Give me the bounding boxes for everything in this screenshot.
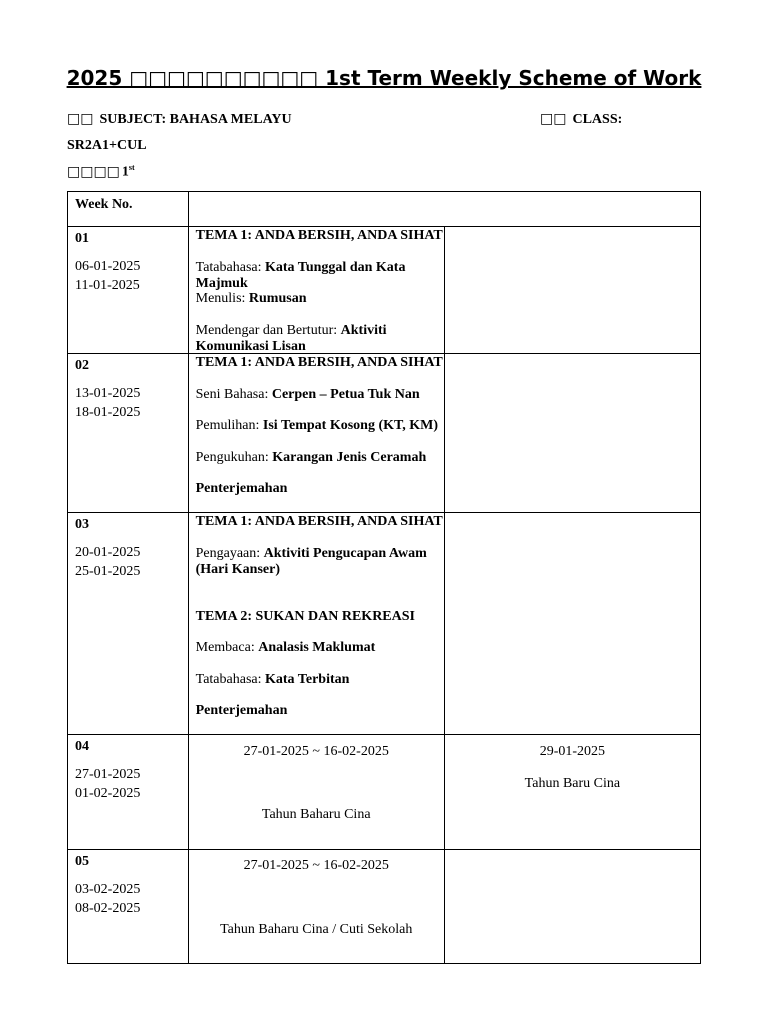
term-number: 1: [121, 164, 129, 180]
topic-line: Penterjemahan: [195, 703, 288, 718]
topic-line: TEMA 1: ANDA BERSIH, ANDA SIHAT: [195, 228, 443, 243]
topic-line: Tatabahasa: Kata Terbitan: [195, 671, 350, 687]
subject-line: [67, 111, 292, 128]
week-end-date: 25-01-2025: [75, 564, 141, 579]
topic-line: Membaca: Analasis Maklumat: [195, 640, 376, 655]
topic-line: Pengayaan: Aktiviti Pengucapan Awam (Hari Kanser): [195, 545, 427, 577]
scheme-table: [67, 191, 701, 964]
table-row: [68, 735, 701, 850]
note-text: Tahun Baru Cina: [524, 776, 621, 791]
topic-line: TEMA 2: SUKAN DAN REKREASI: [195, 608, 415, 624]
term-line: [67, 163, 135, 181]
table-row: [68, 354, 701, 513]
class-line: [540, 111, 622, 128]
topic-line-blank: [196, 576, 444, 608]
class-cjk-label: □□: [540, 111, 567, 127]
week-number: 02: [75, 358, 89, 373]
header-week-no: Week No.: [75, 197, 133, 212]
week-number: 01: [75, 231, 89, 246]
class-value: SR2A1+CUL: [67, 138, 147, 153]
table-row: [68, 850, 701, 964]
topic-line: Tatabahasa: Kata Tunggal dan Kata Majmuk: [195, 259, 406, 291]
notes-cell: [444, 513, 700, 735]
week-end-date: 08-02-2025: [75, 901, 141, 916]
table-row: [68, 227, 701, 354]
topic-line: Seni Bahasa: Cerpen – Petua Tuk Nan: [195, 386, 420, 402]
class-label: CLASS:: [572, 112, 623, 127]
week-number: 05: [75, 854, 89, 869]
week-number: 04: [75, 739, 89, 754]
week-start-date: 13-01-2025: [75, 386, 141, 401]
week-number: 03: [75, 517, 89, 532]
week-end-date: 18-01-2025: [75, 405, 141, 420]
week-end-date: 01-02-2025: [75, 786, 141, 801]
holiday-name: Tahun Baharu Cina / Cuti Sekolah: [220, 922, 413, 937]
topic-line: TEMA 1: ANDA BERSIH, ANDA SIHAT: [195, 514, 443, 529]
subject-cjk-label: □□: [67, 111, 94, 127]
week-start-date: 03-02-2025: [75, 882, 141, 897]
topic-line: Pengukuhan: Karangan Jenis Ceramah: [195, 449, 427, 465]
week-start-date: 20-01-2025: [75, 545, 141, 560]
term-cjk-label: □□□□: [67, 163, 120, 180]
week-end-date: 11-01-2025: [75, 278, 140, 293]
holiday-name: Tahun Baharu Cina: [261, 807, 371, 822]
topic-line: Mendengar dan Bertutur: Aktiviti Komunikasi Lisan: [195, 322, 387, 354]
topic-line: TEMA 1: ANDA BERSIH, ANDA SIHAT: [195, 355, 443, 370]
topic-line: Menulis: Rumusan: [195, 291, 307, 306]
week-start-date: 06-01-2025: [75, 259, 141, 274]
notes-cell: [444, 227, 700, 354]
holiday-range: 27-01-2025 ~ 16-02-2025: [243, 858, 389, 873]
term-suffix: st: [128, 163, 135, 172]
table-row: [68, 513, 701, 735]
week-start-date: 27-01-2025: [75, 767, 141, 782]
table-header-row: [68, 192, 701, 227]
note-date: 29-01-2025: [539, 744, 606, 759]
topic-line: Pemulihan: Isi Tempat Kosong (KT, KM): [195, 418, 439, 433]
document-title: 2025 □□□□□□□□□□ 1st Term Weekly Scheme of Work: [66, 66, 702, 90]
subject-label: SUBJECT: BAHASA MELAYU: [99, 112, 292, 127]
notes-cell: [444, 354, 700, 513]
topic-line: Penterjemahan: [195, 481, 288, 496]
holiday-range: 27-01-2025 ~ 16-02-2025: [243, 744, 389, 759]
notes-cell: [444, 850, 700, 964]
header-empty-cell: [188, 192, 700, 227]
